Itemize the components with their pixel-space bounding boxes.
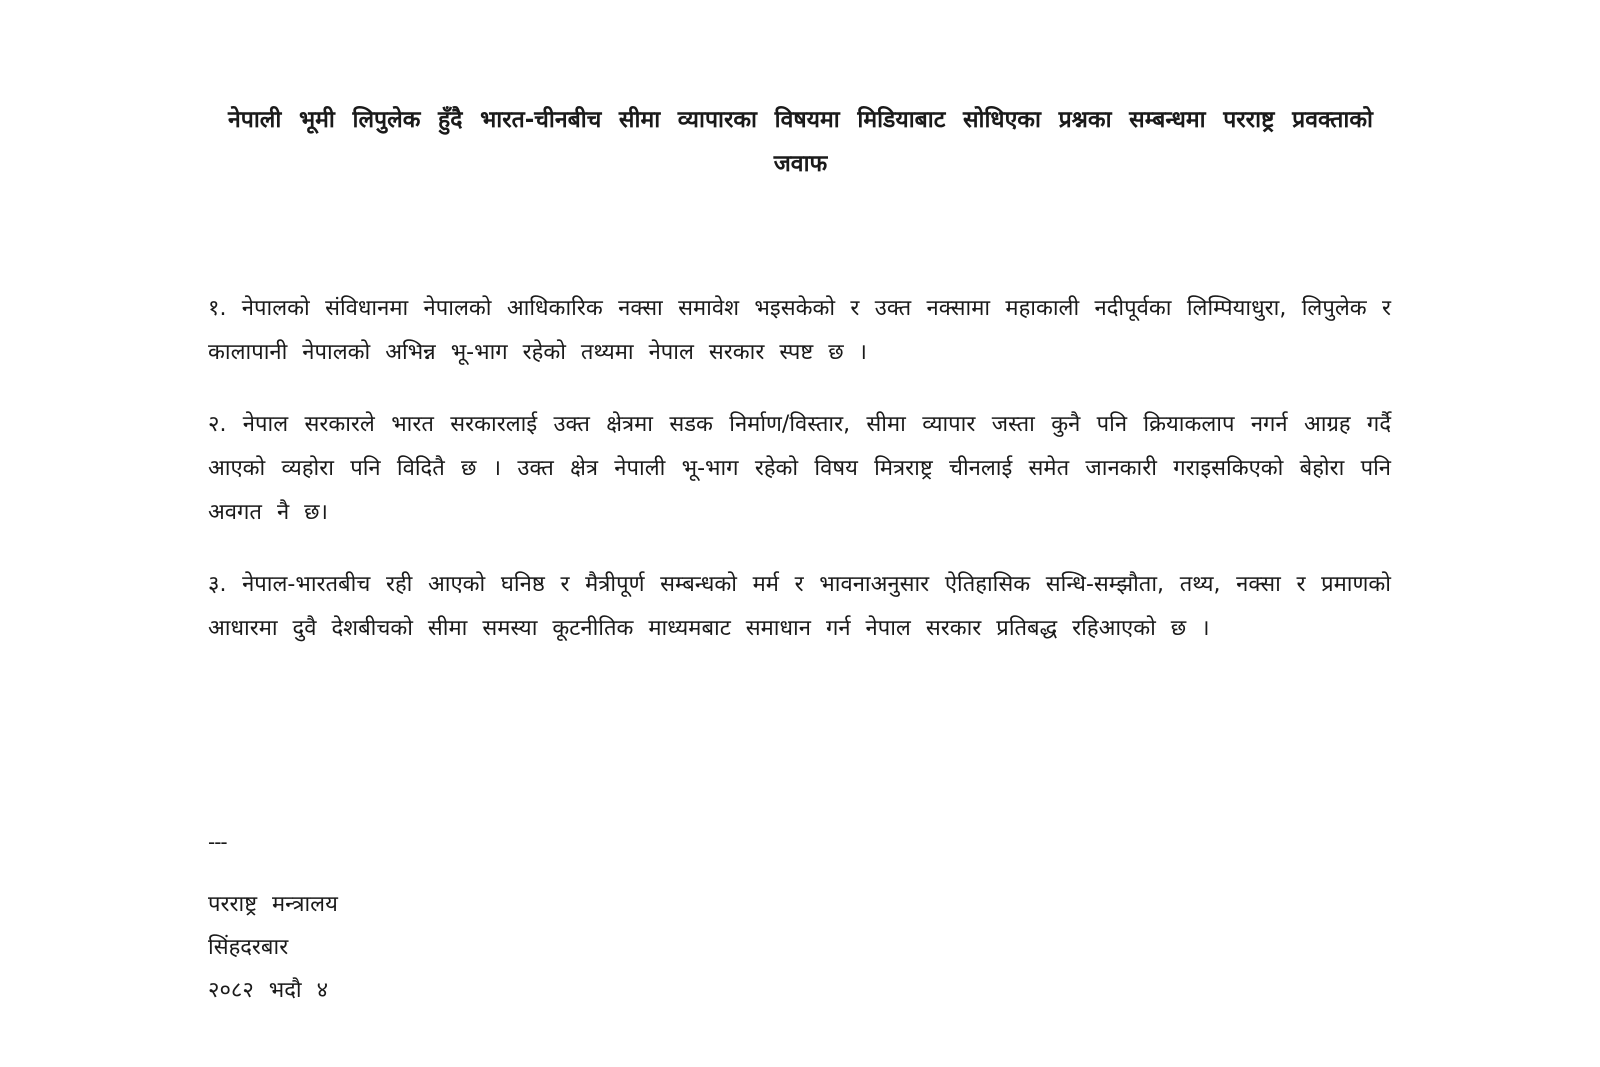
document-body xyxy=(208,287,1391,679)
signature-office: परराष्ट्र मन्त्रालय xyxy=(208,892,338,917)
paragraph-2: २. नेपाल सरकारले भारत सरकारलाई उक्त क्षेत्रमा सडक निर्माण/विस्तार, सीमा व्यापार जस्ता कुनै पनि क्रियाकलाप नगर्न आग्रह गर्दै आएको व्यहोरा पनि विदितै छ । उक्त क्षेत्र नेपाली भू-भाग रहेको विषय मित्रराष्ट्र चीनलाई समेत जानकारी गराइसकिएको बेहोरा पनि अवगत नै छ। xyxy=(208,412,1391,525)
document-title: नेपाली भूमी लिपुलेक हुँदै भारत-चीनबीच सीमा व्यापारका विषयमा मिडियाबाट सोधिएका प्रश्नका सम्बन्धमा परराष्ट्र प्रवक्ताको जवाफ xyxy=(228,107,1373,177)
paragraph-3: ३. नेपाल-भारतबीच रही आएको घनिष्ठ र मैत्रीपूर्ण सम्बन्धको मर्म र भावनाअनुसार ऐतिहासिक सन्धि-सम्झौता, तथ्य, नक्सा र प्रमाणको आधारमा दुवै देशबीचको सीमा समस्या कूटनीतिक माध्यमबाट समाधान गर्न नेपाल सरकार प्रतिबद्ध रहिआएको छ । xyxy=(208,572,1391,641)
paragraph-1: १. नेपालको संविधानमा नेपालको आधिकारिक नक्सा समावेश भइसकेको र उक्त नक्सामा महाकाली नदीपूर्वका लिम्पियाधुरा, लिपुलेक र कालापानी नेपालको अभिन्न भू-भाग रहेको तथ्यमा नेपाल सरकार स्पष्ट छ । xyxy=(208,296,1391,365)
signature-date: २०८२ भदौ ४ xyxy=(208,978,329,1003)
signature-block xyxy=(208,883,338,1012)
separator-dashes: --- xyxy=(208,830,227,854)
signature-location: सिंहदरबार xyxy=(208,935,289,960)
